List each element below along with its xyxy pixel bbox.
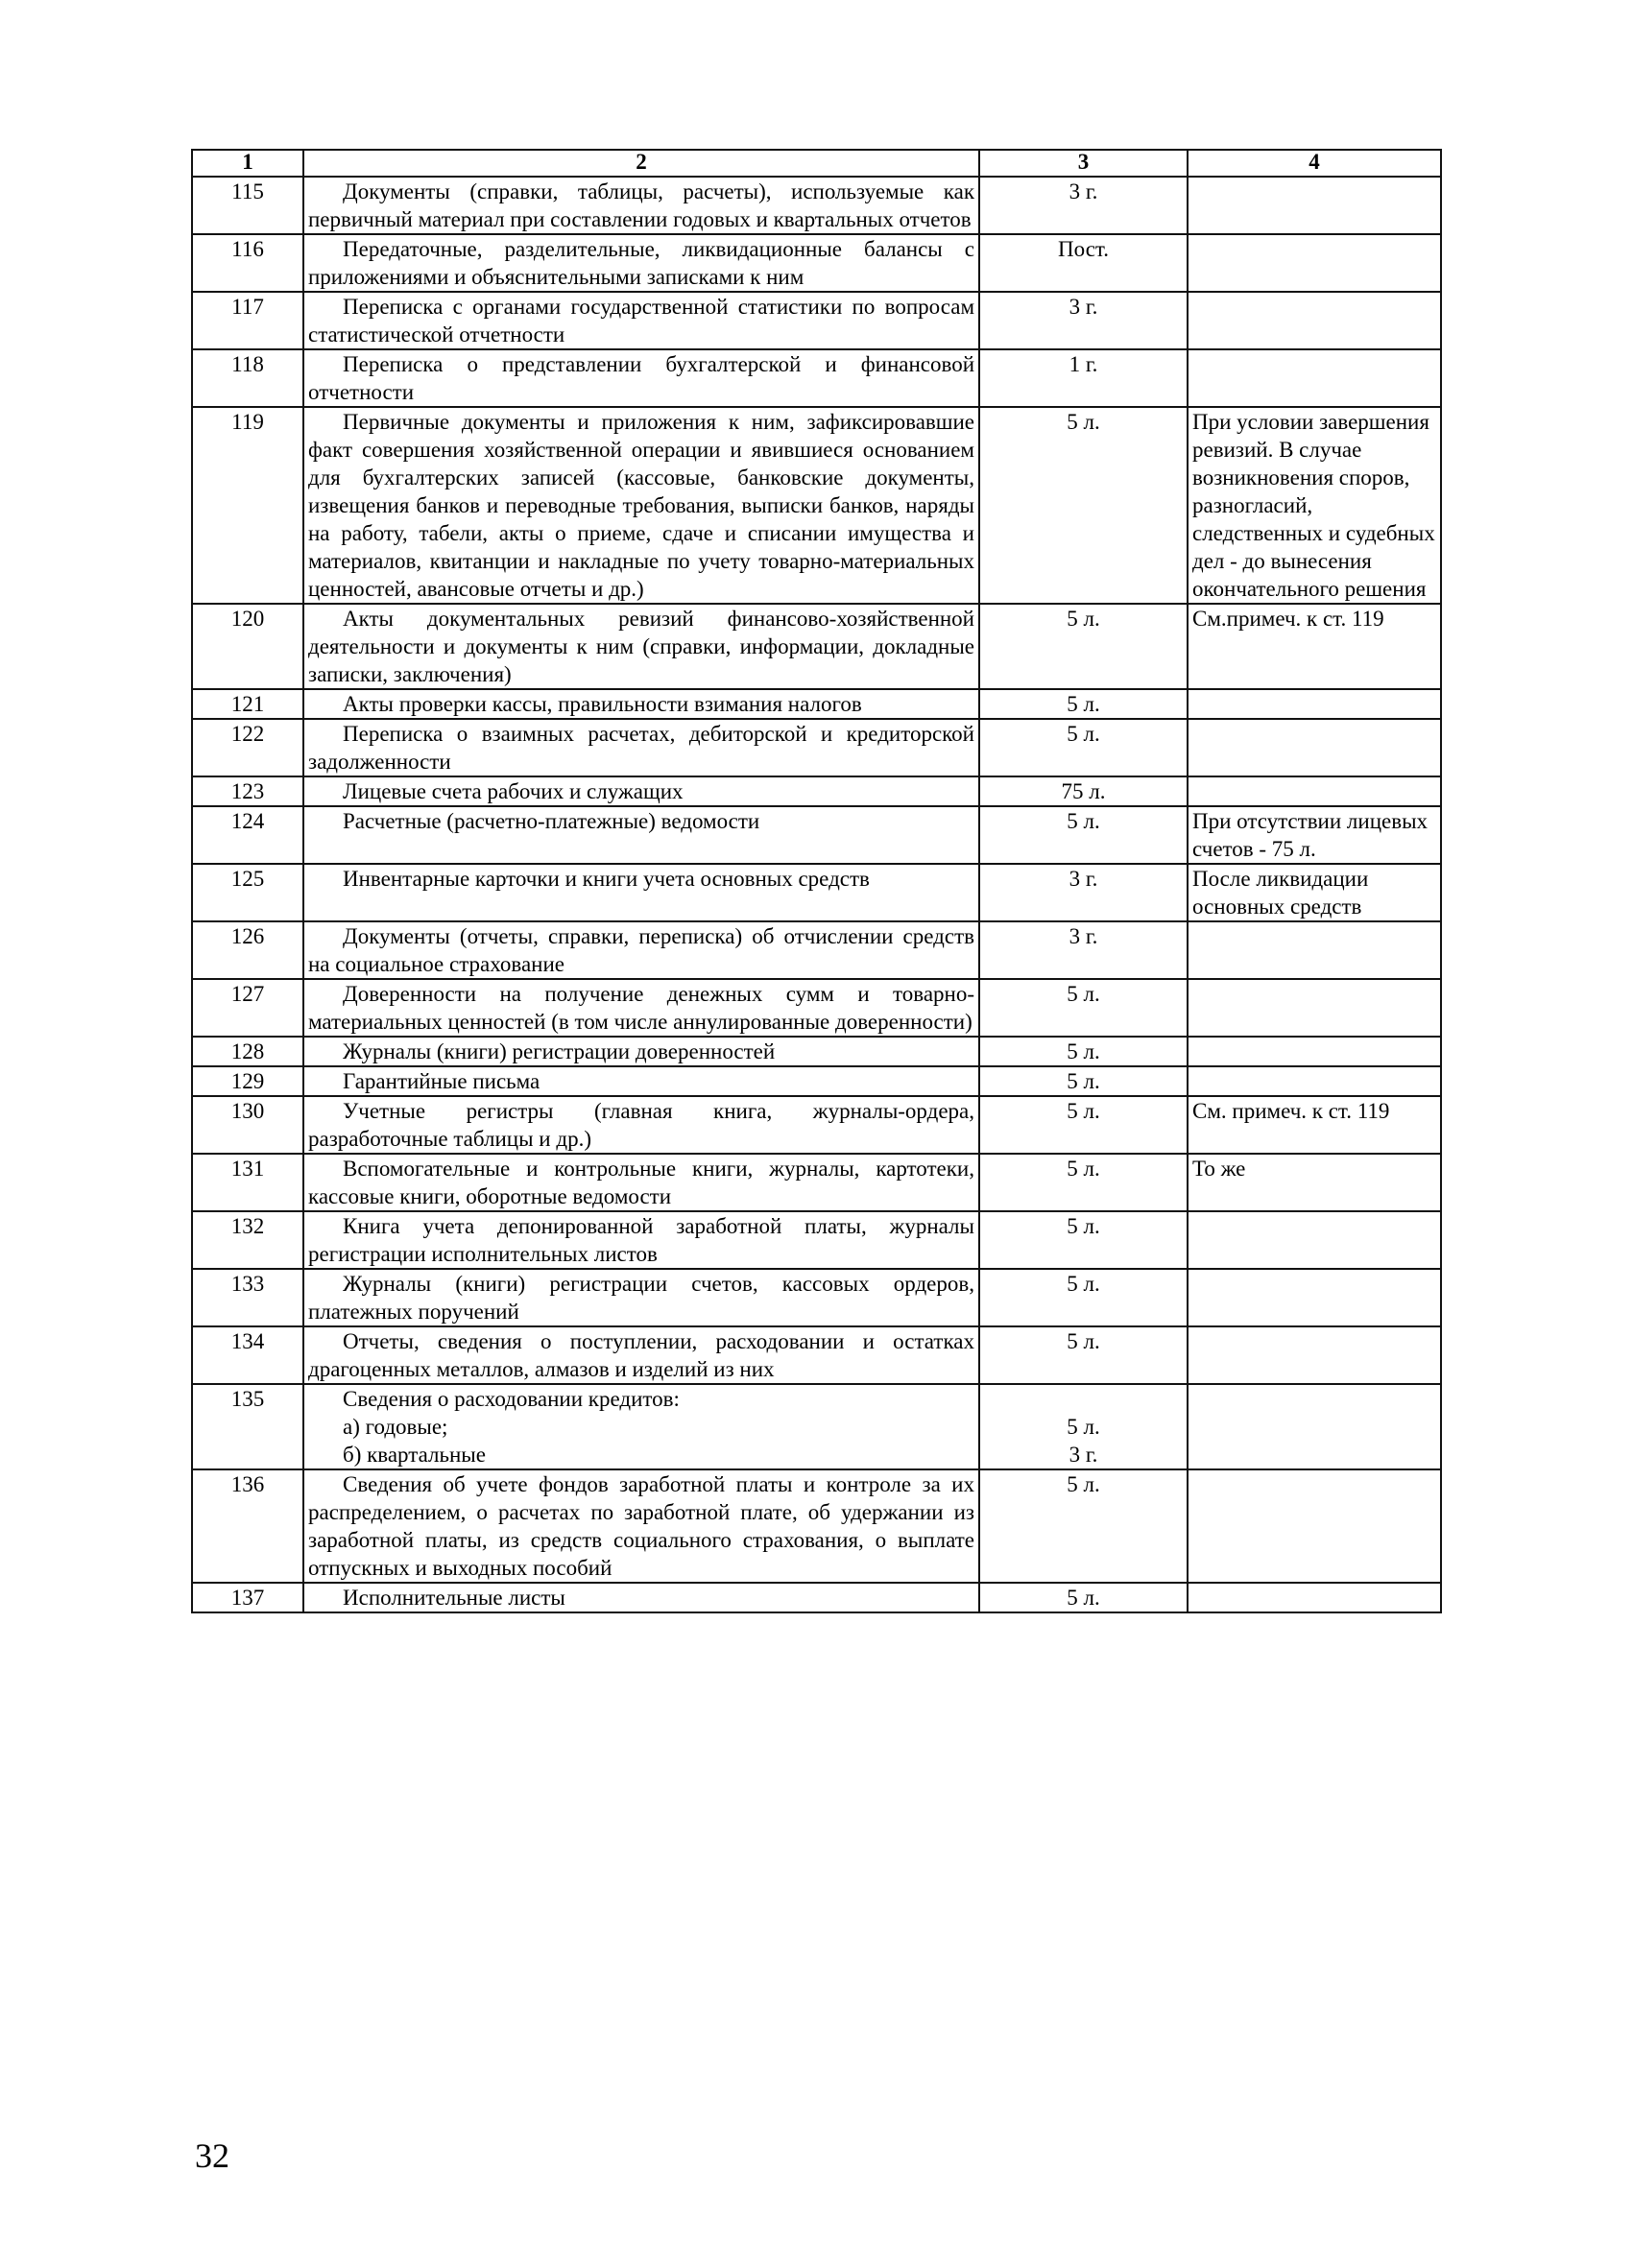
- document-type: Переписка о взаимных расчетах, дебиторской и кредиторской задолженности: [303, 719, 979, 776]
- retention-term: 5 л.: [979, 1211, 1188, 1269]
- col-header-4: 4: [1188, 150, 1441, 177]
- document-type: Исполнительные листы: [303, 1583, 979, 1612]
- note: См. примеч. к ст. 119: [1188, 1096, 1441, 1154]
- document-type-text: Сведения о расходовании кредитов:: [343, 1387, 680, 1411]
- note: [1188, 979, 1441, 1037]
- document-type: [303, 1384, 979, 1469]
- document-type: Вспомогательные и контрольные книги, журналы, картотеки, кассовые книги, оборотные ведомости: [303, 1154, 979, 1211]
- table-row: [192, 1269, 1441, 1326]
- retention-term: 5 л.: [979, 1326, 1188, 1384]
- table-row: [192, 604, 1441, 689]
- table-row: [192, 1384, 1441, 1469]
- table-row: [192, 1583, 1441, 1612]
- document-type: Журналы (книги) регистрации счетов, кассовых ордеров, платежных поручений: [303, 1269, 979, 1326]
- table-row: [192, 1326, 1441, 1384]
- document-type: Книга учета депонированной заработной платы, журналы регистрации исполнительных листов: [303, 1211, 979, 1269]
- retention-term: 5 л.: [979, 1066, 1188, 1096]
- note: [1188, 177, 1441, 234]
- article-number: 117: [192, 292, 303, 349]
- retention-term: 3 г.: [979, 864, 1188, 921]
- note: [1188, 689, 1441, 719]
- table-row: [192, 292, 1441, 349]
- retention-term: 5 л.: [979, 407, 1188, 604]
- note: [1188, 1211, 1441, 1269]
- article-number: 124: [192, 806, 303, 864]
- document-type: Лицевые счета рабочих и служащих: [303, 776, 979, 806]
- document-type: Первичные документы и приложения к ним, зафиксировавшие факт совершения хозяйственной операции и явившиеся основанием для бухгалтерских записей (кассовые, банковские документы, извещения банков и переводные требования, выписки банков, наряды на работу, табели, акты о приеме, сдаче и списании имущества и материалов, квитанции и накладные по учету товарно-материальных ценностей, авансовые отчеты и др.): [303, 407, 979, 604]
- note: [1188, 292, 1441, 349]
- retention-term: 3 г.: [979, 177, 1188, 234]
- retention-term: 3 г.: [979, 921, 1188, 979]
- table-row: [192, 1211, 1441, 1269]
- retention-term: 5 л.: [979, 1583, 1188, 1612]
- note: [1188, 1066, 1441, 1096]
- article-number: 135: [192, 1384, 303, 1469]
- retention-term: 5 л.: [979, 806, 1188, 864]
- retention-term: 5 л.: [979, 1469, 1188, 1583]
- table-row: [192, 1037, 1441, 1066]
- article-number: 120: [192, 604, 303, 689]
- note: [1188, 719, 1441, 776]
- note: [1188, 1384, 1441, 1469]
- table-row: [192, 1469, 1441, 1583]
- document-type: Гарантийные письма: [303, 1066, 979, 1096]
- article-number: 129: [192, 1066, 303, 1096]
- article-number: 116: [192, 234, 303, 292]
- retention-term: Пост.: [979, 234, 1188, 292]
- article-number: 136: [192, 1469, 303, 1583]
- col-header-3: 3: [979, 150, 1188, 177]
- article-number: 115: [192, 177, 303, 234]
- retention-term: 5 л.: [979, 689, 1188, 719]
- table-row: [192, 177, 1441, 234]
- document-subtype: б) квартальные: [343, 1443, 486, 1467]
- retention-term: 1 г.: [979, 349, 1188, 407]
- retention-term-sub: 3 г.: [1069, 1443, 1098, 1467]
- document-type: Учетные регистры (главная книга, журналы-ордера, разработочные таблицы и др.): [303, 1096, 979, 1154]
- document-type: Акты документальных ревизий финансово-хозяйственной деятельности и документы к ним (справки, информации, докладные записки, заключения): [303, 604, 979, 689]
- document-subtype: а) годовые;: [343, 1415, 448, 1439]
- article-number: 119: [192, 407, 303, 604]
- retention-term-sub: 5 л.: [1067, 1415, 1100, 1439]
- note: После ликвидации основных средств: [1188, 864, 1441, 921]
- note: [1188, 1326, 1441, 1384]
- table-row: [192, 806, 1441, 864]
- document-type: Инвентарные карточки и книги учета основных средств: [303, 864, 979, 921]
- table-row: [192, 407, 1441, 604]
- article-number: 122: [192, 719, 303, 776]
- retention-term: 5 л.: [979, 719, 1188, 776]
- retention-term: 75 л.: [979, 776, 1188, 806]
- retention-term: 5 л.: [979, 1037, 1188, 1066]
- table-row: [192, 349, 1441, 407]
- records-retention-table: [191, 149, 1442, 1613]
- note: При условии завершения ревизий. В случае возникновения споров, разногласий, следственных и судебных дел - до вынесения окончательного решения: [1188, 407, 1441, 604]
- table-row: [192, 1066, 1441, 1096]
- document-type: Расчетные (расчетно-платежные) ведомости: [303, 806, 979, 864]
- article-number: 126: [192, 921, 303, 979]
- note: [1188, 234, 1441, 292]
- note: При отсутствии лицевых счетов - 75 л.: [1188, 806, 1441, 864]
- col-header-2: 2: [303, 150, 979, 177]
- document-type: Доверенности на получение денежных сумм и товарно-материальных ценностей (в том числе аннулированные доверенности): [303, 979, 979, 1037]
- column-number-row: [192, 150, 1441, 177]
- document-type: Журналы (книги) регистрации доверенностей: [303, 1037, 979, 1066]
- article-number: 130: [192, 1096, 303, 1154]
- note: [1188, 1037, 1441, 1066]
- retention-term: 3 г.: [979, 292, 1188, 349]
- note: [1188, 776, 1441, 806]
- article-number: 133: [192, 1269, 303, 1326]
- page-number: 32: [195, 2137, 229, 2175]
- table-row: [192, 689, 1441, 719]
- table-row: [192, 776, 1441, 806]
- note: [1188, 349, 1441, 407]
- retention-term: 5 л.: [979, 1154, 1188, 1211]
- table-row: [192, 234, 1441, 292]
- article-number: 123: [192, 776, 303, 806]
- table-row: [192, 1154, 1441, 1211]
- note: [1188, 921, 1441, 979]
- article-number: 121: [192, 689, 303, 719]
- article-number: 127: [192, 979, 303, 1037]
- article-number: 137: [192, 1583, 303, 1612]
- document-type: Документы (отчеты, справки, переписка) об отчислении средств на социальное страхование: [303, 921, 979, 979]
- article-number: 128: [192, 1037, 303, 1066]
- retention-term: 5 л.: [979, 1096, 1188, 1154]
- article-number: 125: [192, 864, 303, 921]
- table-row: [192, 864, 1441, 921]
- document-type: Сведения об учете фондов заработной платы и контроле за их распределением, о расчетах по заработной плате, об удержании из заработной платы, из средств социального страхования, о выплате отпускных и выходных пособий: [303, 1469, 979, 1583]
- note: [1188, 1469, 1441, 1583]
- document-type: Документы (справки, таблицы, расчеты), используемые как первичный материал при составлении годовых и квартальных отчетов: [303, 177, 979, 234]
- article-number: 131: [192, 1154, 303, 1211]
- table-body: [192, 177, 1441, 1612]
- table-row: [192, 1096, 1441, 1154]
- document-type: Акты проверки кассы, правильности взимания налогов: [303, 689, 979, 719]
- document-type: Переписка с органами государственной статистики по вопросам статистической отчетности: [303, 292, 979, 349]
- table-row: [192, 921, 1441, 979]
- document-type: Отчеты, сведения о поступлении, расходовании и остатках драгоценных металлов, алмазов и изделий из них: [303, 1326, 979, 1384]
- retention-term: 5 л.: [979, 979, 1188, 1037]
- col-header-1: 1: [192, 150, 303, 177]
- note: То же: [1188, 1154, 1441, 1211]
- document-type: Передаточные, разделительные, ликвидационные балансы с приложениями и объяснительными записками к ним: [303, 234, 979, 292]
- note: [1188, 1583, 1441, 1612]
- article-number: 134: [192, 1326, 303, 1384]
- retention-term: 5 л.: [979, 1269, 1188, 1326]
- retention-term: [979, 1384, 1188, 1469]
- table-row: [192, 719, 1441, 776]
- table-row: [192, 979, 1441, 1037]
- note: См.примеч. к ст. 119: [1188, 604, 1441, 689]
- article-number: 118: [192, 349, 303, 407]
- note: [1188, 1269, 1441, 1326]
- retention-term: 5 л.: [979, 604, 1188, 689]
- document-type: Переписка о представлении бухгалтерской и финансовой отчетности: [303, 349, 979, 407]
- article-number: 132: [192, 1211, 303, 1269]
